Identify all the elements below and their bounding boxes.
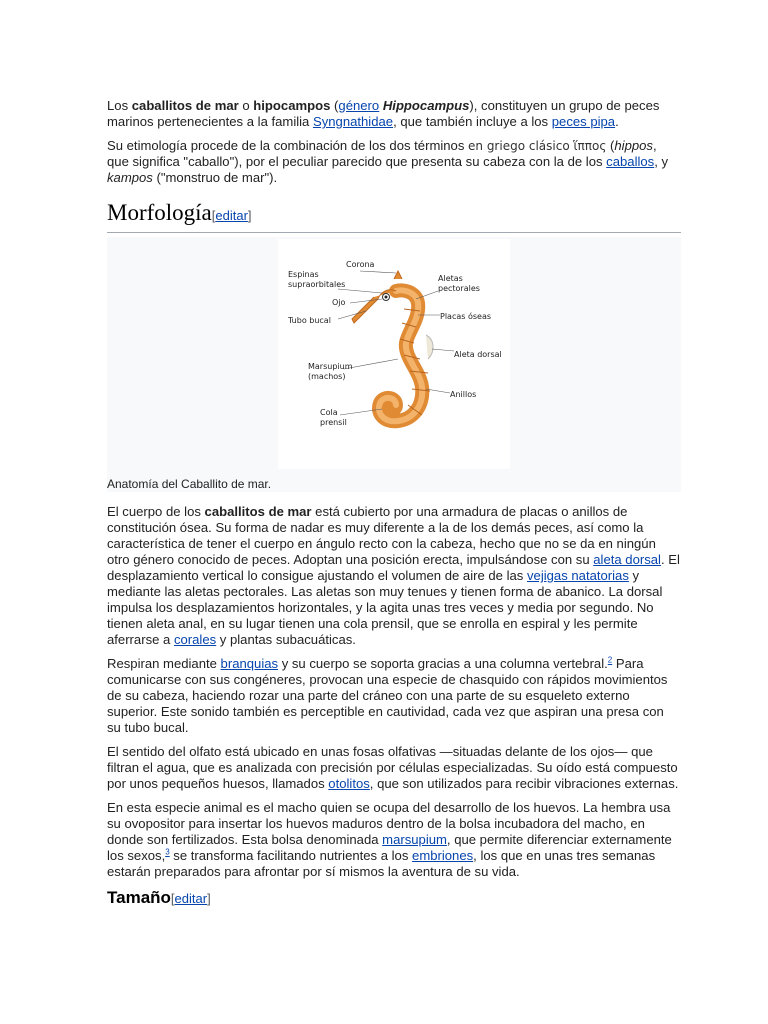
label-placas-oseas: Placas óseas [440,312,492,321]
label-marsupium: Marsupium [308,362,353,371]
text-run: ( [330,98,339,113]
figure-caption: Anatomía del Caballito de mar. [107,477,272,491]
link-branquias[interactable]: branquias [220,656,279,671]
text-run: , que son utilizados para recibir vibraciones externas. [369,776,679,791]
label-anillos: Anillos [450,390,477,399]
reference-link[interactable]: 3 [165,847,170,857]
link-corales[interactable]: corales [173,632,217,647]
label-cola: Cola [320,408,338,417]
section-heading-tamano [107,888,681,909]
label-tubo-bucal: Tubo bucal [288,316,331,325]
text-run: , y [654,154,669,169]
text-run: Para comunicarse con sus congéneres, provocan una especie de chasquido con rápidos movimientos de su cabeza, haciendo rozar una parte del cráneo con una parte de su esqueleto externo superior. Este sonido también es perceptible en cautividad, cada vez que aspiran una presa con su tubo bucal. [107,656,668,735]
text-run: . [615,114,619,129]
seahorse-anatomy-svg [278,239,510,469]
link-peces-pipa[interactable]: peces pipa [551,114,616,129]
text-run: En esta especie animal es el macho quien se ocupa del desarrollo de los huevos. La hembra usa su ovopositor para insertar los huevos maduros dentro de la bolsa incubadora del macho, en donde son fertilizados. Esta bolsa denominada [107,800,671,847]
bracket: ] [247,208,252,223]
text-run: y plantas subacuáticas. [216,632,356,647]
text-run: El sentido del olfato está ubicado en unas fosas olfativas —situadas delante de los ojos— que filtran el agua, que es analizada con precisión por células especializadas. Su oído está compuesto por unos pequeños huesos, llamados [107,744,678,791]
body-paragraph-3 [107,744,681,792]
text-run: Los [107,98,132,113]
link-otolitos[interactable]: otolitos [328,776,370,791]
text-run: , que también incluye a los [393,114,552,129]
label-machos: (machos) [308,372,346,381]
seahorse-drawing [352,271,433,421]
bold-term: caballitos de mar [204,504,312,519]
text-run: o [238,98,254,113]
label-ojo: Ojo [332,298,346,307]
text-run: , que permite diferenciar externamente los sexos, [107,832,672,863]
label-aleta-dorsal: Aleta dorsal [454,350,502,359]
link-embriones[interactable]: embriones [412,848,474,863]
link-caballos[interactable]: caballos [606,154,655,169]
reference-link[interactable]: 2 [607,655,613,665]
intro-paragraph-1 [107,98,681,130]
label-espinas: Espinas [288,270,319,279]
body-paragraph-2 [107,656,681,736]
body-paragraph-1 [107,504,681,648]
text-run: Su etimología procede de la combinación de los dos términos [107,138,469,153]
section-heading-morfologia [107,200,681,233]
anatomy-figure [107,237,681,492]
label-aletas: Aletas [438,274,463,283]
label-supraorbitales: supraorbitales [288,280,346,289]
link-aleta-dorsal[interactable]: aleta dorsal [593,552,661,567]
text-run: , los que en unas tres semanas estarán preparados para afrontar por sí mismos la aventura de su vida. [107,848,656,879]
label-corona: Corona [346,260,375,269]
text-run: . El desplazamiento vertical lo consigue ajustando el volumen de aire de las [107,552,680,583]
text-run: ), constituyen un grupo de peces marinos pertenecientes a la familia [107,98,660,129]
italic-term: hippos [614,138,653,153]
link-syngnathidae[interactable]: Syngnathidae [312,114,394,129]
bracket: [ [211,208,216,223]
text-run: ("monstruo de mar"). [152,170,278,185]
link-marsupium[interactable]: marsupium [382,832,447,847]
label-prensil: prensil [320,418,347,427]
link-genero[interactable]: género [338,98,380,113]
bold-term: caballitos de mar [131,98,239,113]
text-run: Respiran mediante [107,656,221,671]
section-title: Tamaño [107,888,171,907]
genus-name: Hippocampus [382,98,470,113]
italic-term: kampos [107,170,153,185]
text-run: se transforma facilitando nutrientes a los [169,848,413,863]
article-content [107,98,681,909]
intro-paragraph-2 [107,138,681,186]
link-vejigas-natatorias[interactable]: vejigas natatorias [526,568,629,583]
edit-section-link [171,891,211,906]
text-run: El cuerpo de los [107,504,205,519]
bold-term: hipocampos [253,98,331,113]
body-paragraph-4 [107,800,681,880]
edit-section-link [212,208,252,223]
text-run: está cubierto por una armadura de placas o anillos de constitución ósea. Su forma de nadar es muy diferente a la de los demás peces, así como la característica de tener el cuerpo en ángulo recto con la cabeza, hecho que no se da en ningún otro género conocido de peces. Adoptan una posición erecta, impulsándose con su [107,504,656,567]
edit-link-tamano[interactable]: editar [174,891,208,906]
edit-link-morfologia[interactable]: editar [215,208,248,223]
seahorse-diagram[interactable] [278,239,510,469]
section-title: Morfología [107,200,212,225]
label-pectorales: pectorales [438,284,480,293]
text-run: , que significa "caballo"), por el peculiar parecido que presenta su cabeza con la de los [107,138,657,169]
bracket: ] [207,891,211,906]
greek-term: en griego clásico ἵππος [468,139,607,153]
text-run: y su cuerpo se soporta gracias a una columna vertebral. [278,656,608,671]
text-run: y mediante las aletas pectorales. Las aletas son muy tenues y tienen forma de abanico. La dorsal impulsa los desplazamientos horizontales, y la agita unas tres veces y media por segundo. No tienen aleta anal, en su lugar tienen una cola prensil, que se enrolla en espiral y les permite aferrarse a [107,568,663,647]
bracket: [ [170,891,175,906]
text-run: ( [606,138,615,153]
